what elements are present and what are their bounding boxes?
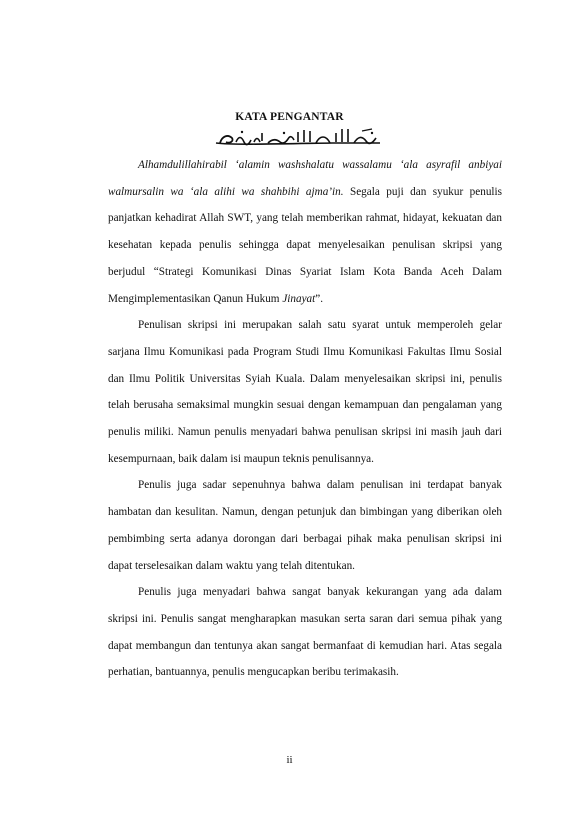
jinayat-italic: Jinayat bbox=[282, 292, 316, 305]
opening-prayer-italic: Alhamdulillahirabil ‘alamin washshalatu wassalamu ‘ala asyrafil anbiyai walmursalin wa ‘ala alihi wa shahbihi ajma’in. bbox=[108, 159, 502, 198]
paragraph-2: Penulisan skripsi ini merupakan salah satu syarat untuk memperoleh gelar sarjana Ilmu Komunikasi pada Program Studi Ilmu Komunikasi Fakultas Ilmu Sosial dan Ilmu Politik Universitas Syiah Kuala. Dalam menyelesaikan skripsi ini, penulis telah berusaha semaksimal mungkin sesuai dengan kemampuan dan pengalaman yang penulis miliki. Namun penulis menyadari bahwa penulisan skripsi ini masih jauh dari kesempurnaan, baik dalam isi maupun teknis penulisannya. bbox=[108, 319, 502, 465]
paragraph-1 bbox=[108, 152, 502, 312]
paragraph-1-text: Segala puji dan syukur penulis panjatkan kehadirat Allah SWT, yang telah memberikan rahmat, hidayat, kekuatan dan kesehatan kepada penulis sehingga dapat menyelesaikan penulisan skripsi yang berjudul “Strategi Komunikasi Dinas Syariat Islam Kota Banda Aceh Dalam Mengimplementasikan Qanun Hukum bbox=[108, 185, 503, 305]
foreword-body bbox=[108, 152, 502, 686]
page-number: ii bbox=[286, 754, 293, 766]
paragraph-3: Penulis juga sadar sepenuhnya bahwa dalam penulisan ini terdapat banyak hambatan dan kesulitan. Namun, dengan petunjuk dan bimbingan yang diberikan oleh pembimbing serta adanya dorongan dari berbagai pihak maka penulisan skripsi ini dapat terselesaikan dalam waktu yang telah ditentukan. bbox=[108, 479, 502, 572]
page-title: KATA PENGANTAR bbox=[235, 111, 344, 123]
paragraph-4: Penulis juga menyadari bahwa sangat banyak kekurangan yang ada dalam skripsi ini. Penulis sangat mengharapkan masukan serta saran dari semua pihak yang dapat membangun dan tentunya akan sangat bermanfaat di kemudian hari. Atas segala perhatian, bantuannya, penulis mengucapkan beribu terimakasih. bbox=[108, 586, 502, 679]
basmalah-calligraphy-image bbox=[212, 126, 386, 148]
paragraph-1-close: ”. bbox=[315, 292, 324, 305]
